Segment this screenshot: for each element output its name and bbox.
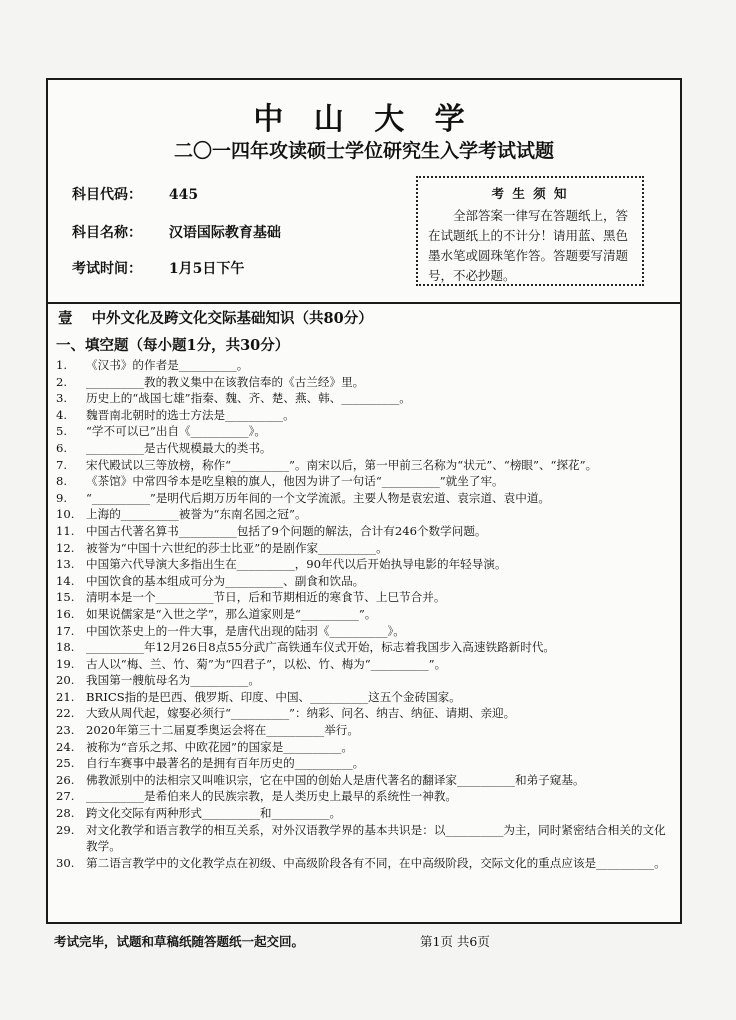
question-text: 自行车赛事中最著名的是拥有百年历史的__________。 bbox=[86, 756, 365, 771]
question-text: 中国饮茶史上的一件大事，是唐代出现的陆羽《__________》。 bbox=[86, 623, 405, 638]
question-item bbox=[56, 423, 674, 440]
question-number: 16. bbox=[56, 606, 75, 621]
question-item bbox=[56, 739, 674, 756]
question-text: “__________”是明代后期万历年间的一个文学流派。主要人物是袁宏道、袁宗道、袁中道。 bbox=[86, 490, 551, 505]
question-item bbox=[56, 573, 674, 590]
question-item bbox=[56, 540, 674, 557]
question-item bbox=[56, 357, 674, 374]
question-text: 中国第六代导演大多指出生在__________，90年代以后开始执导电影的年轻导演。 bbox=[86, 557, 507, 572]
question-item bbox=[56, 639, 674, 656]
question-number: 20. bbox=[56, 673, 75, 688]
question-number: 7. bbox=[56, 457, 68, 472]
question-text: 被称为“音乐之邦、中欧花园”的国家是__________。 bbox=[86, 739, 353, 754]
exam-time-value: 1月5日下午 bbox=[168, 261, 245, 277]
question-item bbox=[56, 656, 674, 673]
question-item bbox=[56, 805, 674, 822]
question-number: 13. bbox=[56, 557, 75, 572]
question-item bbox=[56, 822, 674, 855]
question-text: 第二语言教学中的文化教学点在初级、中高级阶段各有不同，在中高级阶段，交际文化的重点应该是__________。 bbox=[86, 855, 666, 870]
question-text: 中国饮食的基本组成可分为__________、副食和饮品。 bbox=[86, 573, 365, 588]
question-text: 对文化教学和语言教学的相互关系，对外汉语教学界的基本共识是：以__________为主，同时紧密结合相关的文化教学。 bbox=[86, 822, 666, 854]
question-item bbox=[56, 788, 674, 805]
university-name: 中 山 大 学 bbox=[253, 102, 475, 137]
question-number: 12. bbox=[56, 540, 75, 555]
question-item bbox=[56, 623, 674, 640]
question-item bbox=[56, 506, 674, 523]
footer-note: 考试完毕，试题和草稿纸随答题纸一起交回。 bbox=[54, 934, 305, 949]
question-number: 10. bbox=[56, 507, 75, 522]
question-number: 2. bbox=[56, 374, 68, 389]
question-number: 30. bbox=[56, 855, 75, 870]
section-heading bbox=[58, 307, 373, 328]
question-text: 上海的__________被誉为“东南名园之冠”。 bbox=[86, 507, 307, 522]
question-number: 22. bbox=[56, 706, 75, 721]
question-item bbox=[56, 772, 674, 789]
notice-title: 考 生 须 知 bbox=[491, 186, 569, 201]
subject-name-label: 科目名称： bbox=[72, 225, 142, 241]
question-item bbox=[56, 390, 674, 407]
candidate-notice-box bbox=[416, 176, 644, 286]
question-number: 17. bbox=[56, 623, 75, 638]
question-number: 26. bbox=[56, 772, 75, 787]
exam-time-row bbox=[72, 258, 244, 278]
question-number: 27. bbox=[56, 789, 75, 804]
question-number: 1. bbox=[56, 358, 68, 372]
question-text: 古人以“梅、兰、竹、菊”为“四君子”，以松、竹、梅为“__________”。 bbox=[86, 656, 447, 671]
question-text: 《汉书》的作者是__________。 bbox=[86, 358, 249, 372]
question-text: 清明本是一个__________节日，后和节期相近的寒食节、上巳节合并。 bbox=[86, 590, 446, 605]
question-text: 历史上的“战国七雄”指秦、魏、齐、楚、燕、韩、__________。 bbox=[86, 391, 411, 406]
question-text: __________教的教义集中在该教信奉的《古兰经》里。 bbox=[86, 374, 365, 389]
question-text: 大致从周代起，嫁娶必须行“__________”：纳彩、问名、纳吉、纳征、请期、亲迎。 bbox=[86, 706, 516, 721]
question-number: 3. bbox=[56, 391, 68, 406]
question-text: 被誉为“中国十六世纪的莎士比亚”的是剧作家__________。 bbox=[86, 540, 388, 555]
question-number: 4. bbox=[56, 407, 68, 422]
subject-code-label: 科目代码： bbox=[72, 187, 142, 203]
question-item bbox=[56, 440, 674, 457]
question-text: __________年12月26日8点55分武广高铁通车仪式开始，标志着我国步入高速铁路新时代。 bbox=[86, 640, 556, 655]
question-number: 28. bbox=[56, 806, 75, 821]
part-heading: 一、填空题（每小题1分，共30分） bbox=[56, 337, 290, 354]
question-item bbox=[56, 672, 674, 689]
question-text: 宋代殿试以三等放榜，称作“__________”。南宋以后，第一甲前三名称为“状元”、“榜眼”、“探花”。 bbox=[86, 457, 598, 472]
page-number: 第1页 共6页 bbox=[420, 934, 490, 949]
question-item bbox=[56, 705, 674, 722]
exam-header bbox=[48, 80, 680, 304]
question-text: 如果说儒家是“入世之学”，那么道家则是“__________”。 bbox=[86, 606, 377, 621]
question-number: 29. bbox=[56, 822, 75, 837]
question-number: 15. bbox=[56, 590, 75, 605]
question-number: 11. bbox=[56, 523, 75, 538]
section-title: 中外文化及跨文化交际基础知识（共80分） bbox=[91, 310, 373, 327]
question-text: 魏晋南北朝时的选士方法是__________。 bbox=[86, 407, 295, 422]
question-item bbox=[56, 855, 674, 872]
question-item bbox=[56, 689, 674, 706]
question-number: 21. bbox=[56, 689, 75, 704]
notice-body: 全部答案一律写在答题纸上，答在试题纸上的不计分！请用蓝、黑色墨水笔或圆珠笔作答。答题要写清题号，不必抄题。 bbox=[428, 208, 629, 283]
section-number: 壹 bbox=[58, 310, 73, 327]
question-number: 24. bbox=[56, 739, 75, 754]
question-item bbox=[56, 407, 674, 424]
question-item bbox=[56, 755, 674, 772]
question-item bbox=[56, 374, 674, 391]
subject-name-value: 汉语国际教育基础 bbox=[168, 225, 281, 241]
question-item bbox=[56, 589, 674, 606]
question-item bbox=[56, 473, 674, 490]
question-list bbox=[56, 357, 674, 871]
question-number: 14. bbox=[56, 573, 75, 588]
question-number: 23. bbox=[56, 723, 75, 738]
question-item bbox=[56, 523, 674, 540]
question-number: 6. bbox=[56, 440, 68, 455]
question-item bbox=[56, 722, 674, 739]
question-number: 9. bbox=[56, 490, 68, 505]
question-text: 我国第一艘航母名为__________。 bbox=[86, 673, 260, 688]
question-number: 8. bbox=[56, 474, 68, 489]
question-text: 中国古代著名算书__________包括了9个问题的解法，合计有246个数学问题。 bbox=[86, 523, 487, 538]
exam-time-label: 考试时间： bbox=[72, 261, 142, 277]
question-number: 18. bbox=[56, 640, 75, 655]
subject-code-value: 445 bbox=[168, 187, 199, 203]
question-text: 《茶馆》中常四爷本是吃皇粮的旗人，他因为讲了一句话“__________”就坐了牢。 bbox=[86, 474, 504, 489]
question-item bbox=[56, 457, 674, 474]
question-text: BRICS指的是巴西、俄罗斯、印度、中国、__________这五个金砖国家。 bbox=[86, 689, 461, 704]
exam-sheet bbox=[46, 78, 682, 924]
subject-name-row bbox=[72, 222, 281, 242]
question-text: __________是希伯来人的民族宗教，是人类历史上最早的系统性一神教。 bbox=[86, 789, 458, 804]
question-text: 佛教派别中的法相宗又叫唯识宗，它在中国的创始人是唐代著名的翻译家__________和弟子窥基。 bbox=[86, 772, 585, 787]
question-item bbox=[56, 606, 674, 623]
question-item bbox=[56, 556, 674, 573]
question-number: 5. bbox=[56, 424, 68, 439]
question-text: 2020年第三十二届夏季奥运会将在__________举行。 bbox=[86, 723, 359, 738]
subject-code-row bbox=[72, 184, 198, 204]
question-number: 19. bbox=[56, 656, 75, 671]
question-text: 跨文化交际有两种形式__________和__________。 bbox=[86, 806, 342, 821]
exam-title: 二〇一四年攻读硕士学位研究生入学考试试题 bbox=[173, 140, 554, 162]
question-number: 25. bbox=[56, 756, 75, 771]
question-text: __________是古代规模最大的类书。 bbox=[86, 440, 272, 455]
question-item bbox=[56, 490, 674, 507]
question-text: “学不可以已”出自《__________》。 bbox=[86, 424, 266, 439]
